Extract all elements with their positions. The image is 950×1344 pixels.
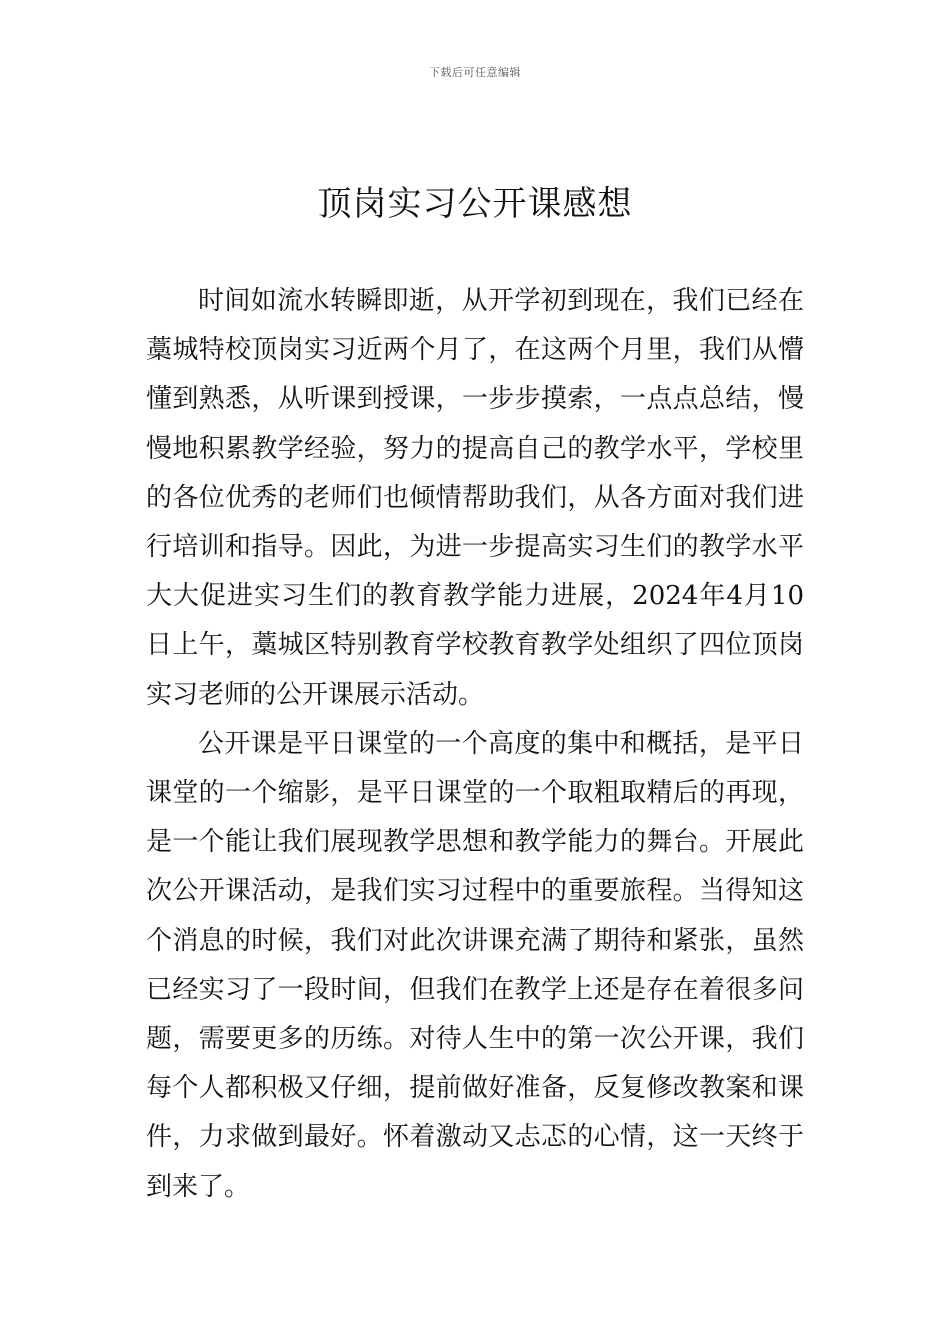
header-note: 下载后可任意编辑 <box>429 66 521 79</box>
document-body <box>146 277 804 1212</box>
paragraph-2: 公开课是平日课堂的一个高度的集中和概括，是平日课堂的一个缩影，是平日课堂的一个取粗取精后的再现，是一个能让我们展现教学思想和教学能力的舞台。开展此次公开课活动，是我们实习过程中的重要旅程。当得知这个消息的时候，我们对此次讲课充满了期待和紧张，虽然已经实习了一段时间，但我们在教学上还是存在着很多问题，需要更多的历练。对待人生中的第一次公开课，我们每个人都积极又仔细，提前做好准备，反复修改教案和课件，力求做到最好。怀着激动又忐忑的心情，这一天终于到来了。 <box>146 728 804 1202</box>
paragraph-1: 时间如流水转瞬即逝，从开学初到现在，我们已经在藁城特校顶岗实习近两个月了，在这两个月里，我们从懵懂到熟悉，从听课到授课，一步步摸索，一点点总结，慢慢地积累教学经验，努力的提高自己的教学水平，学校里的各位优秀的老师们也倾情帮助我们，从各方面对我们进行培训和指导。因此，为进一步提高实习生们的教学水平大大促进实习生们的教育教学能力进展，2024年4月10日上午，藁城区特别教育学校教育教学处组织了四位顶岗实习老师的公开课展示活动。 <box>146 286 804 710</box>
document-title: 顶岗实习公开课感想 <box>317 184 633 224</box>
